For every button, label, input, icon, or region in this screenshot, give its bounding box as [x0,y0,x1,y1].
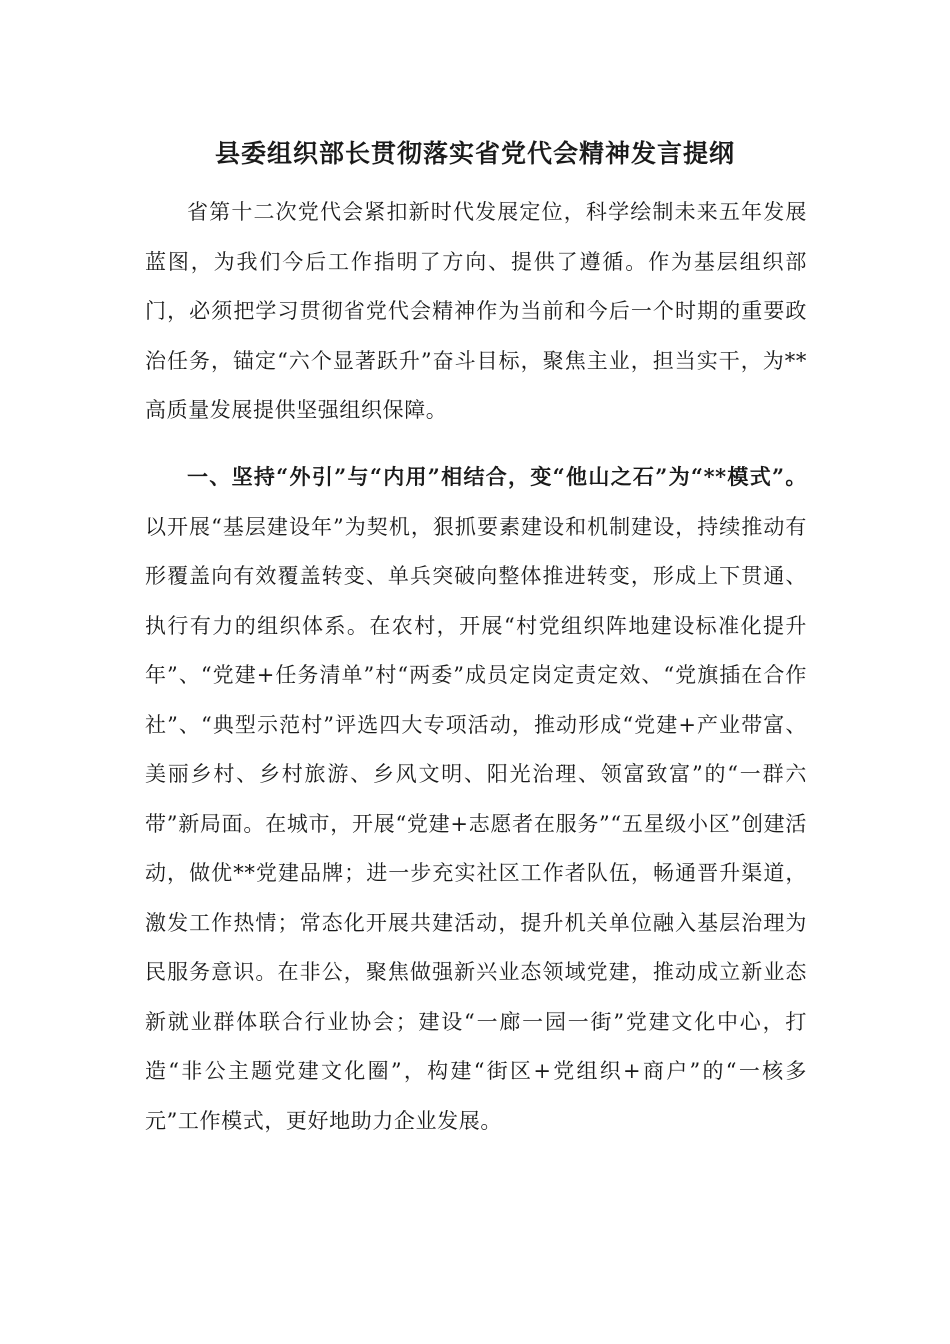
document-title: 县委组织部长贯彻落实省党代会精神发言提纲 [214,139,735,168]
section-1-paragraph [145,452,807,1146]
section-1-heading: 一、坚持“外引”与“内用”相结合，变“他山之石”为“**模式”。 [187,464,807,489]
intro-paragraph: 省第十二次党代会紧扣新时代发展定位，科学绘制未来五年发展蓝图，为我们今后工作指明了方向、提供了遵循。作为基层组织部门，必须把学习贯彻省党代会精神作为当前和今后一个时期的重要政治任务，锚定“六个显著跃升”奋斗目标，聚焦主业，担当实干，为**高质量发展提供坚强组织保障。 [145,200,807,422]
section-1-body: 以开展“基层建设年”为契机，狠抓要素建设和机制建设，持续推动有形覆盖向有效覆盖转变、单兵突破向整体推进转变，形成上下贯通、执行有力的组织体系。在农村，开展“村党组织阵地建设标准化提升年”、“党建+任务清单”村“两委”成员定岗定责定效、“党旗插在合作社”、“典型示范村”评选四大专项活动，推动形成“党建+产业带富、美丽乡村、乡村旅游、乡风文明、阳光治理、领富致富”的“一群六带”新局面。在城市，开展“党建+志愿者在服务”“五星级小区”创建活动，做优**党建品牌；进一步充实社区工作者队伍，畅通晋升渠道，激发工作热情；常态化开展共建活动，提升机关单位融入基层治理为民服务意识。在非公，聚焦做强新兴业态领域党建，推动成立新业态新就业群体联合行业协会；建设“一廊一园一街”党建文化中心，打造“非公主题党建文化圈”，构建“街区+党组织+商户”的“一核多元”工作模式，更好地助力企业发展。 [145,514,807,1133]
